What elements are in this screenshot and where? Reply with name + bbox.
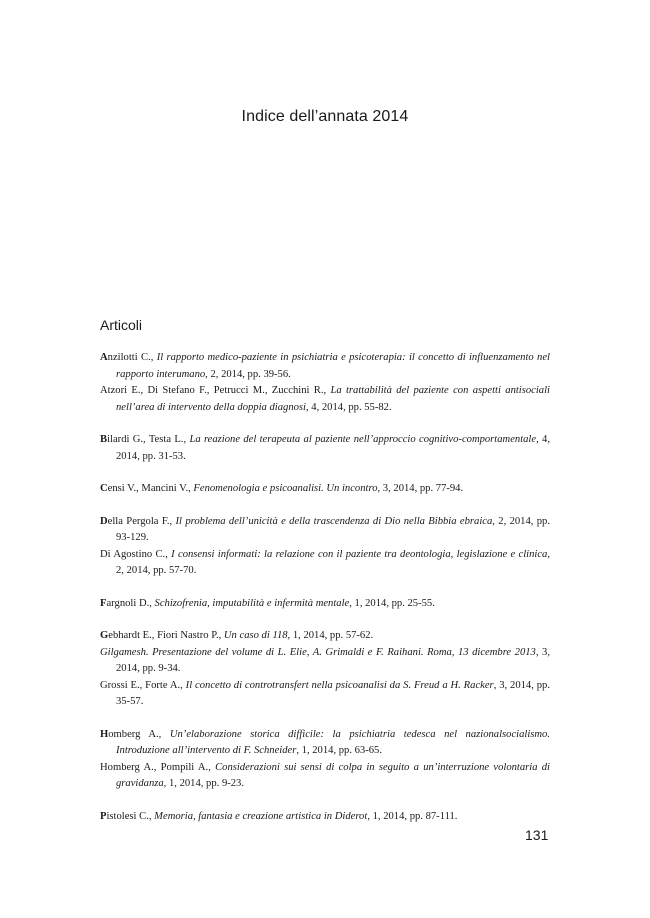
- list-item: Della Pergola F., Il problema dell’unicità e della trascendenza di Dio nella Bibbia ebraica, 2, 2014, pp. 93-129.: [100, 515, 550, 543]
- entry-title: Gilgamesh. Presentazione del volume di L. Elie, A. Grimaldi e F. Raihani. Roma, 13 dicembre 2013: [100, 646, 536, 658]
- entry-initial: G: [100, 630, 109, 641]
- page-number: 131: [525, 827, 549, 843]
- entry-ref: , 3, 2014, pp. 77-94.: [377, 483, 464, 494]
- entry-authors: ensi V., Mancini V.: [107, 483, 189, 494]
- list-item: Gebhardt E., Fiori Nastro P., Un caso di 118, 1, 2014, pp. 57-62.: [100, 630, 374, 641]
- article-list: [100, 350, 550, 825]
- entry-title: Memoria, fantasia e creazione artistica in Diderot: [154, 810, 368, 822]
- entry-ref: , 3, 2014, pp. 35-57.: [116, 679, 550, 707]
- entry-authors: argnoli D.: [106, 597, 150, 609]
- entry-initial: F: [100, 597, 107, 609]
- entry-ref: , 1, 2014, pp. 87-111.: [367, 810, 458, 822]
- entry-ref: , 2, 2014, pp. 57-70.: [116, 548, 551, 576]
- entry-authors: istolesi C.: [106, 810, 149, 822]
- entry-ref: , 1, 2014, pp. 25-55.: [349, 597, 435, 609]
- entry-authors: Grossi E., Forte A.: [100, 679, 181, 691]
- entry-authors: Di Agostino C.: [100, 548, 166, 560]
- entry-title: Il concetto di controtransfert nella psicoanalisi da S. Freud a H. Racker: [185, 679, 494, 691]
- entry-title: Un caso di 118: [223, 630, 288, 641]
- entry-initial: P: [100, 810, 107, 822]
- list-item: Bilardi G., Testa L., La reazione del terapeuta al paziente nell’approccio cognitivo-comportamentale, 4, 2014, pp. 31-53.: [100, 434, 551, 462]
- entry-initial: C: [100, 483, 108, 494]
- section-heading: Articoli: [100, 317, 143, 333]
- entry-title: La trattabilità del paziente con aspetti antisociali nell’area di intervento della doppia diagnosi: [116, 385, 550, 413]
- entry-authors: ebhardt E., Fiori Nastro P.: [108, 630, 219, 641]
- entry-authors: nzilotti C.: [107, 352, 151, 363]
- entry-title: Un’elaborazione storica difficile: la psichiatria tedesca nel nazionalsocialismo. Introduzione all’intervento di F. Schneider: [116, 728, 550, 756]
- entry-initial: A: [100, 352, 108, 363]
- entry-ref: , 4, 2014, pp. 31-53.: [116, 434, 551, 462]
- entry-authors: ilardi G., Testa L.: [107, 434, 184, 445]
- entry-authors: Homberg A., Pompili A.: [100, 761, 209, 773]
- entry-title: Schizofrenia, imputabilità e infermità mentale: [154, 597, 350, 609]
- list-item: Fargnoli D., Schizofrenia, imputabilità e infermità mentale, 1, 2014, pp. 25-55.: [100, 597, 435, 609]
- entry-initial: B: [100, 434, 108, 445]
- list-item: [100, 645, 550, 678]
- list-item: Atzori E., Di Stefano F., Petrucci M., Zucchini R., La trattabilità del paziente con aspetti antisociali nell’area di intervento della doppia diagnosi, 4, 2014, pp. 55-82.: [100, 385, 550, 413]
- entry-title: I consensi informati: la relazione con il paziente tra deontologia, legislazione e clinica: [171, 548, 548, 560]
- entry-ref: , 4, 2014, pp. 55-82.: [305, 401, 392, 413]
- entry-title: Il problema dell’unicità e della trascendenza di Dio nella Bibbia ebraica: [175, 515, 493, 527]
- list-item: Homberg A., Un’elaborazione storica difficile: la psichiatria tedesca nel nazionalsocialismo. Introduzione all’intervento di F. Schneider, 1, 2014, pp. 63-65.: [100, 728, 550, 756]
- entry-title: Il rapporto medico-paziente in psichiatria e psicoterapia: il concetto di influenzamento nel rapporto interumano: [116, 352, 550, 380]
- entry-ref: , 2, 2014, pp. 93-129.: [116, 515, 550, 543]
- list-item: Homberg A., Pompili A., Considerazioni sui sensi di colpa in seguito a un’interruzione volontaria di gravidanza, 1, 2014, pp. 9-23.: [100, 761, 550, 789]
- entry-ref: , 3, 2014, pp. 9-34.: [116, 646, 550, 674]
- entry-authors: omberg A.: [108, 728, 159, 740]
- entry-initial: H: [100, 728, 109, 740]
- entry-initial: D: [100, 515, 108, 527]
- entry-ref: , 1, 2014, pp. 63-65.: [296, 745, 382, 756]
- list-item: Censi V., Mancini V., Fenomenologia e psicoanalisi. Un incontro, 3, 2014, pp. 77-94.: [100, 483, 464, 494]
- entry-ref: , 1, 2014, pp. 57-62.: [287, 630, 374, 641]
- entry-ref: , 1, 2014, pp. 9-23.: [163, 778, 245, 789]
- list-item: Anzilotti C., Il rapporto medico-paziente in psichiatria e psicoterapia: il concetto di influenzamento nel rapporto interumano, 2, 2014, pp. 39-56.: [100, 352, 550, 380]
- entry-authors: ella Pergola F.: [107, 515, 170, 527]
- page-title: Indice dell’annata 2014: [241, 108, 409, 125]
- list-item: Pistolesi C., Memoria, fantasia e creazione artistica in Diderot, 1, 2014, pp. 87-111.: [100, 810, 458, 822]
- list-item: Grossi E., Forte A., Il concetto di controtransfert nella psicoanalisi da S. Freud a H. Racker, 3, 2014, pp. 35-57.: [100, 679, 550, 707]
- entry-ref: , 2, 2014, pp. 39-56.: [205, 368, 291, 380]
- list-item: Di Agostino C., I consensi informati: la relazione con il paziente tra deontologia, legislazione e clinica, 2, 2014, pp. 57-70.: [100, 548, 551, 576]
- entry-authors: Atzori E., Di Stefano F., Petrucci M., Zucchini R.: [100, 385, 324, 396]
- entry-title: Fenomenologia e psicoanalisi. Un incontro: [193, 483, 378, 494]
- entry-title: La reazione del terapeuta al paziente nell’approccio cognitivo-comportamentale: [189, 434, 537, 445]
- entry-title: Considerazioni sui sensi di colpa in seguito a un’interruzione volontaria di gravidanza: [116, 761, 550, 789]
